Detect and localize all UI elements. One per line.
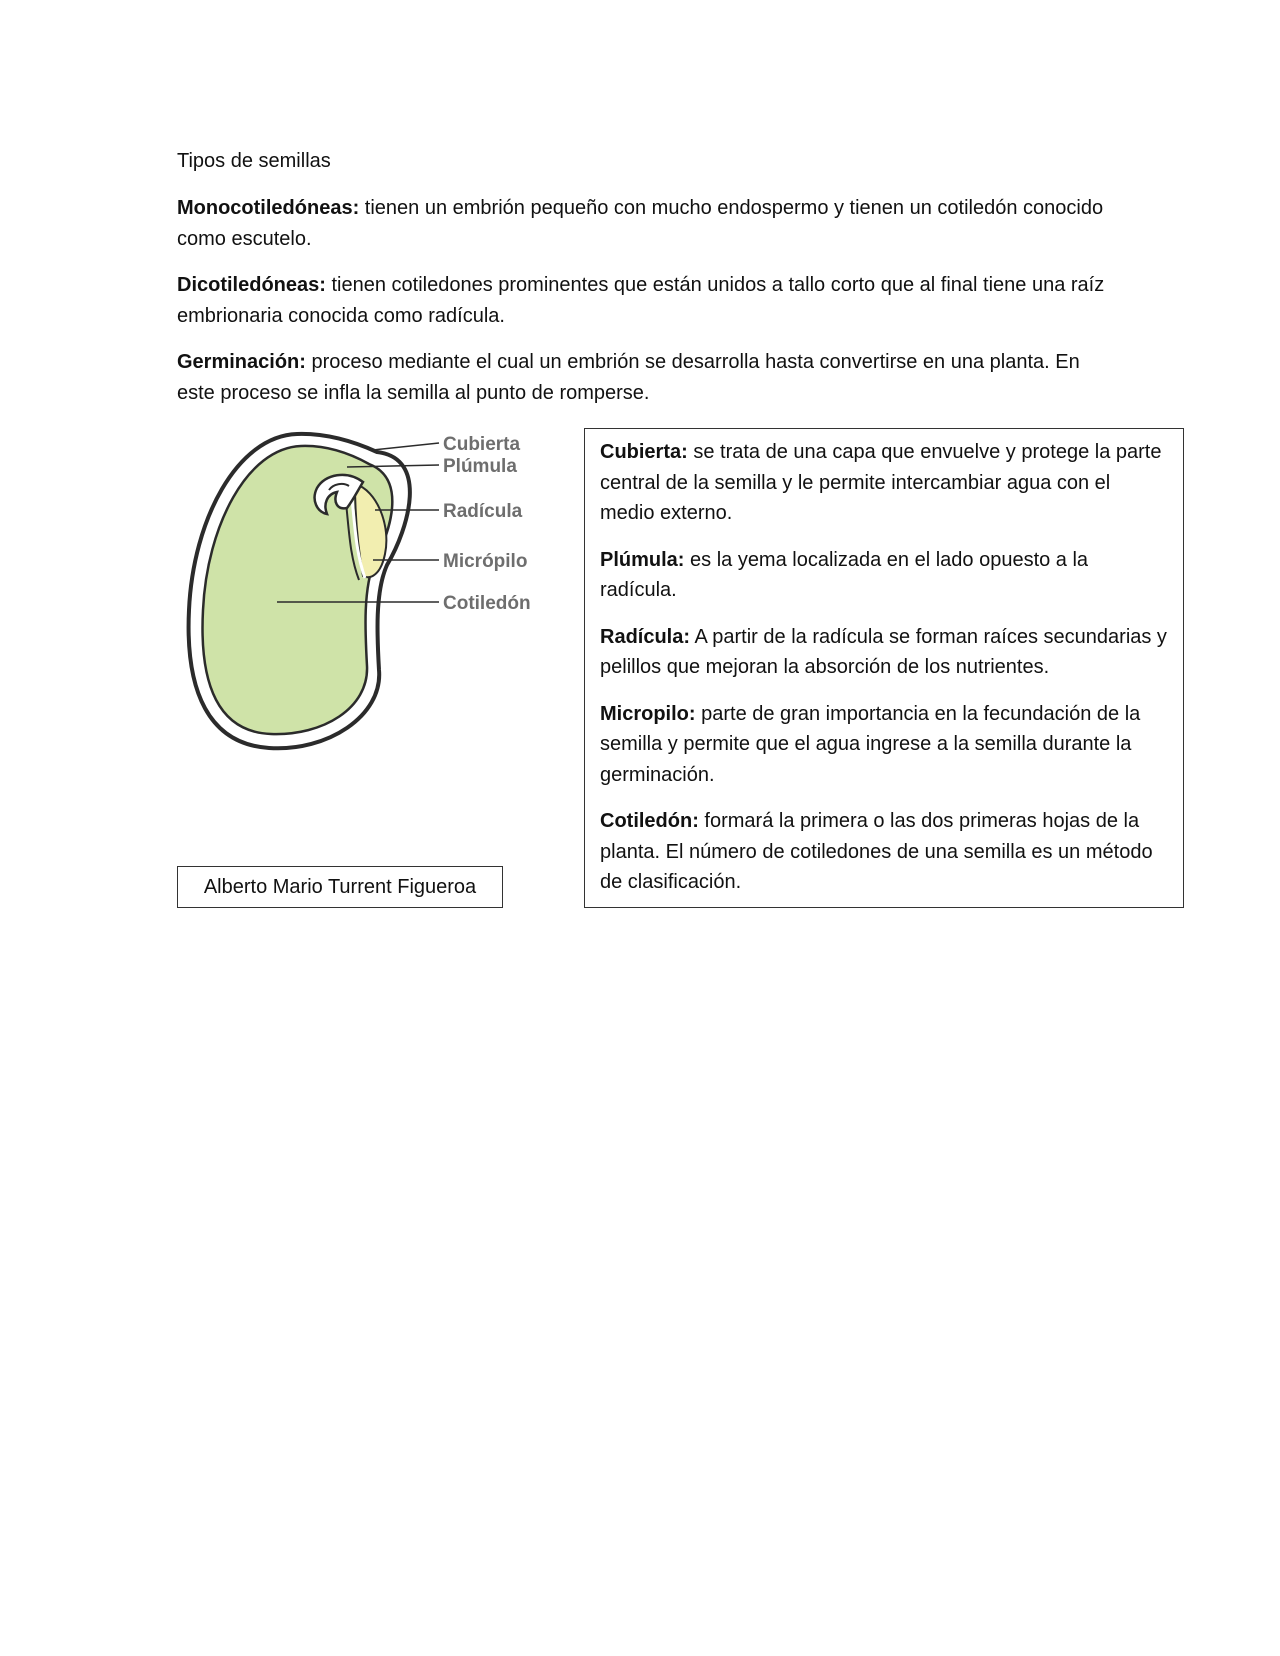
def-text-cubierta: se trata de una capa que envuelve y protege la parte central de la semilla y le permite intercambiar agua con el medio externo. — [600, 441, 1162, 524]
definition-radicula — [600, 622, 1169, 683]
def-term-cubierta: Cubierta: — [600, 441, 688, 463]
definition-cubierta — [600, 437, 1169, 529]
paragraph-germinacion — [177, 347, 1107, 409]
def-term-cotiledon: Cotiledón: — [600, 810, 699, 832]
leader-cubierta — [373, 443, 439, 450]
term-dicotiledoneas: Dicotiledóneas: — [177, 274, 326, 296]
paragraph-dicotiledoneas — [177, 270, 1107, 332]
def-term-radicula: Radícula: — [600, 625, 691, 648]
label-cubierta: Cubierta — [443, 434, 521, 455]
label-radicula: Radícula — [443, 501, 523, 522]
label-plumula: Plúmula — [443, 456, 517, 477]
def-text-radicula: A partir de la radícula se forman raíces secundarias y pelillos que mejoran la absorción de los nutrientes. — [600, 625, 1167, 678]
document-title: Tipos de semillas — [177, 150, 331, 172]
author-box: Alberto Mario Turrent Figueroa — [177, 866, 503, 908]
definition-plumula — [600, 545, 1169, 606]
def-term-micropilo: Micropilo: — [600, 702, 696, 725]
def-term-plumula: Plúmula: — [600, 548, 685, 571]
def-text-cotiledon: formará la primera o las dos primeras hojas de la planta. El número de cotiledones de una semilla es un método de clasificación. — [600, 810, 1153, 893]
definition-micropilo — [600, 699, 1169, 791]
label-micropilo: Micrópilo — [443, 551, 528, 572]
text-dicotiledoneas: tienen cotiledones prominentes que están unidos a tallo corto que al final tiene una raíz embrionaria conocida como radícula. — [177, 274, 1105, 327]
definition-cotiledon — [600, 806, 1169, 898]
paragraph-monocotiledoneas — [177, 193, 1107, 255]
term-monocotiledoneas: Monocotiledóneas: — [177, 197, 360, 219]
text-germinacion: proceso mediante el cual un embrión se desarrolla hasta convertirse en una planta. En este proceso se infla la semilla al punto de romperse. — [177, 351, 1080, 404]
definitions-box — [584, 428, 1184, 908]
term-germinacion: Germinación: — [177, 351, 306, 373]
label-cotiledon: Cotiledón — [443, 593, 531, 614]
seed-diagram — [177, 430, 567, 770]
text-monocotiledoneas: tienen un embrión pequeño con mucho endospermo y tienen un cotiledón conocido como escutelo. — [177, 197, 1104, 250]
def-text-micropilo: parte de gran importancia en la fecundación de la semilla y permite que el agua ingrese a la semilla durante la germinación. — [600, 702, 1141, 786]
def-text-plumula: es la yema localizada en el lado opuesto a la radícula. — [600, 548, 1089, 601]
